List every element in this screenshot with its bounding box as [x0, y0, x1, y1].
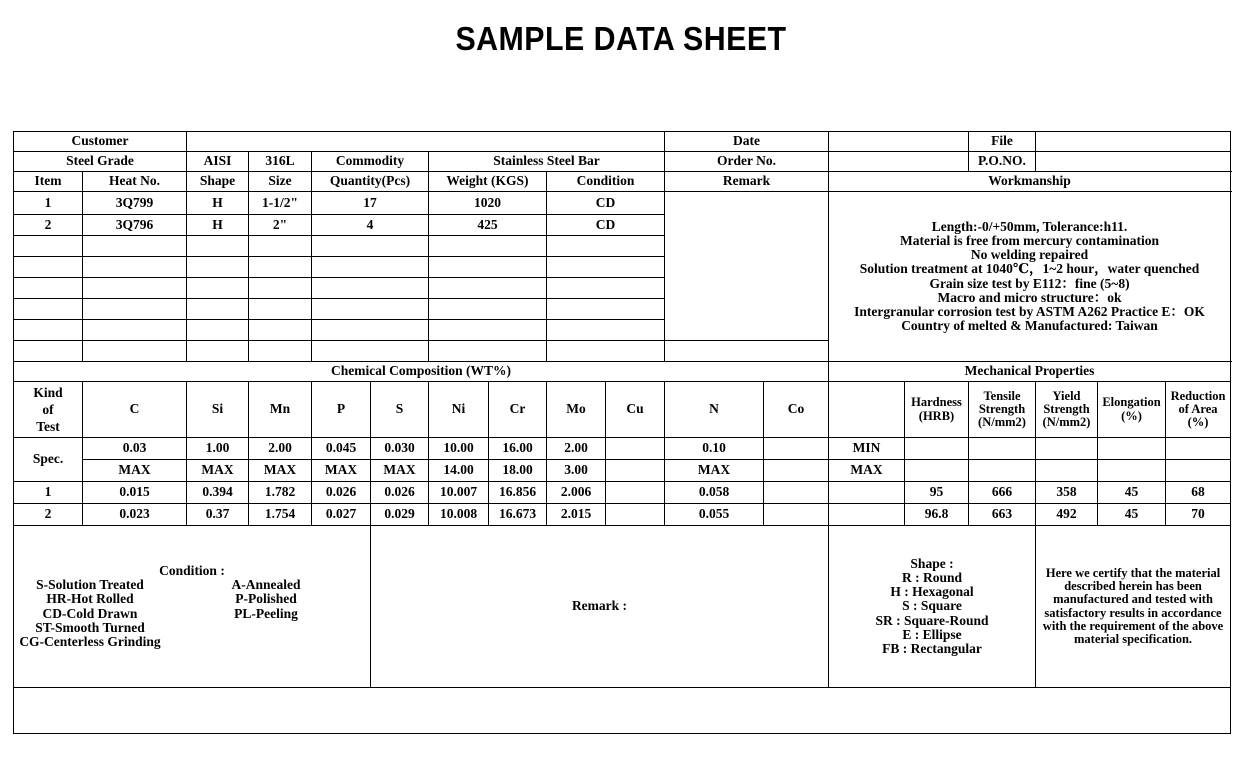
mech-max-label: MAX	[829, 460, 905, 482]
condition-legend-right	[164, 635, 368, 649]
spec-min-C: 0.03	[83, 438, 187, 460]
legend-band-row	[14, 526, 1231, 688]
result-row-1	[14, 482, 1231, 504]
condition-legend-entry	[16, 621, 368, 635]
mech-header-yield-line-1: Yield	[1052, 388, 1081, 403]
mech-header-tensile-line-1: Tensile	[983, 388, 1021, 403]
spec-max-Si: MAX	[187, 460, 249, 482]
shape-legend-entry-h: H : Hexagonal	[890, 584, 974, 600]
result-2-yield: 492	[1036, 504, 1098, 526]
workmanship-text	[829, 192, 1231, 362]
kind-of-test-line-2: of	[42, 402, 54, 417]
workmanship-line-1: Length:-0/+50mm, Tolerance:h11.	[931, 218, 1128, 234]
mech-max-hardness	[905, 460, 969, 482]
item-1-quantity: 17	[312, 192, 429, 215]
certification-line-3: manufactured and tested with	[1053, 592, 1213, 607]
result-1-P: 0.026	[312, 482, 371, 504]
spec-max-Mo: 3.00	[547, 460, 606, 482]
mech-header-reduction-line-2: of Area	[1178, 401, 1218, 416]
filler-cell	[312, 257, 429, 278]
result-1-reduction: 68	[1166, 482, 1231, 504]
shape-legend-entry-s: S : Square	[902, 598, 962, 614]
mech-header-reduction	[1166, 382, 1231, 438]
item-2-shape: H	[187, 215, 249, 236]
filler-cell	[14, 299, 83, 320]
col-header-shape: Shape	[187, 172, 249, 192]
result-1-mech-label	[829, 482, 905, 504]
shape-legend-title: Shape :	[910, 555, 954, 571]
result-2-hardness: 96.8	[905, 504, 969, 526]
element-header-Cu: Cu	[606, 382, 665, 438]
col-header-heat-no: Heat No.	[83, 172, 187, 192]
filler-cell	[312, 341, 429, 362]
element-header-Mo: Mo	[547, 382, 606, 438]
spec-max-S: MAX	[371, 460, 429, 482]
col-header-size: Size	[249, 172, 312, 192]
certification-line-4: satisfactory results in accordance	[1044, 605, 1222, 620]
filler-cell	[187, 341, 249, 362]
result-2-Ni: 10.008	[429, 504, 489, 526]
mech-min-reduction	[1166, 438, 1231, 460]
col-header-remark: Remark	[665, 172, 829, 192]
condition-legend-entry	[16, 635, 368, 649]
element-header-P: P	[312, 382, 371, 438]
workmanship-line-7: Intergranular corrosion test by ASTM A262 Practice E：OK	[854, 303, 1205, 319]
result-2-Cu	[606, 504, 665, 526]
workmanship-line-5: Grain size test by E112：fine (5~8)	[929, 275, 1130, 291]
certification-statement	[1036, 526, 1231, 688]
filler-cell	[429, 236, 547, 257]
certification-line-1: Here we certify that the material	[1045, 566, 1221, 581]
footer-band[interactable]	[14, 688, 1231, 734]
spec-max-C: MAX	[83, 460, 187, 482]
data-sheet-table	[13, 131, 1231, 734]
steel-grade-label: Steel Grade	[14, 152, 187, 172]
filler-cell	[312, 236, 429, 257]
result-2-Mn: 1.754	[249, 504, 312, 526]
result-1-Cr: 16.856	[489, 482, 547, 504]
result-1-hardness: 95	[905, 482, 969, 504]
certification-line-2: described herein has been	[1064, 579, 1202, 594]
item-1-weight: 1020	[429, 192, 547, 215]
commodity-label: Commodity	[312, 152, 429, 172]
filler-cell	[547, 341, 665, 362]
item-2-quantity: 4	[312, 215, 429, 236]
filler-cell	[83, 236, 187, 257]
element-header-Co: Co	[764, 382, 829, 438]
po-no-value[interactable]	[1036, 152, 1231, 172]
spec-min-Cu	[606, 438, 665, 460]
result-2-Co	[764, 504, 829, 526]
condition-legend-right: PL-Peeling	[234, 605, 298, 621]
remark-box[interactable]	[371, 526, 829, 688]
item-1-condition: CD	[547, 192, 665, 215]
customer-label: Customer	[14, 132, 187, 152]
filler-cell	[429, 278, 547, 299]
filler-cell	[14, 236, 83, 257]
mech-header-hardness	[905, 382, 969, 438]
result-2-Mo: 2.015	[547, 504, 606, 526]
col-header-condition: Condition	[547, 172, 665, 192]
condition-legend-right	[164, 621, 368, 635]
result-1-Mo: 2.006	[547, 482, 606, 504]
filler-cell	[14, 320, 83, 341]
element-header-Mn: Mn	[249, 382, 312, 438]
filler-cell	[312, 278, 429, 299]
workmanship-line-4: Solution treatment at 1040℃，1~2 hour，water quenched	[859, 261, 1200, 277]
aisi-value[interactable]: 316L	[249, 152, 312, 172]
result-2-C: 0.023	[83, 504, 187, 526]
item-2-condition: CD	[547, 215, 665, 236]
result-1-N: 0.058	[665, 482, 764, 504]
header-row-customer	[14, 132, 1231, 152]
result-2-P: 0.027	[312, 504, 371, 526]
section-title-row	[14, 362, 1231, 382]
filler-cell	[547, 299, 665, 320]
mech-header-hardness-line-2: (HRB)	[918, 408, 955, 423]
mech-max-tensile	[969, 460, 1036, 482]
spec-label: Spec.	[14, 438, 83, 482]
aisi-label: AISI	[187, 152, 249, 172]
condition-legend-left: HR-Hot Rolled	[46, 591, 134, 607]
shape-legend-entry-sr: SR : Square-Round	[875, 612, 989, 628]
date-value[interactable]	[829, 132, 969, 152]
condition-legend	[14, 526, 371, 688]
filler-cell	[187, 320, 249, 341]
condition-legend-right: P-Polished	[235, 591, 297, 607]
result-2-N: 0.055	[665, 504, 764, 526]
mech-header-yield-line-2: Strength	[1043, 401, 1090, 416]
shape-legend	[829, 526, 1036, 688]
result-1-Si: 0.394	[187, 482, 249, 504]
result-1-C: 0.015	[83, 482, 187, 504]
mech-header-yield	[1036, 382, 1098, 438]
shape-legend-entry-e: E : Ellipse	[902, 626, 962, 642]
spec-max-P: MAX	[312, 460, 371, 482]
spec-min-S: 0.030	[371, 438, 429, 460]
result-2-label: 2	[14, 504, 83, 526]
items-header-row	[14, 172, 1231, 192]
footer-band-row	[14, 688, 1231, 734]
element-header-C: C	[83, 382, 187, 438]
condition-legend-left: S-Solution Treated	[36, 577, 144, 593]
order-no-value[interactable]	[829, 152, 969, 172]
mech-header-elongation	[1098, 382, 1166, 438]
mech-min-yield	[1036, 438, 1098, 460]
condition-legend-right: A-Annealed	[231, 577, 301, 593]
col-header-quantity: Quantity(Pcs)	[312, 172, 429, 192]
date-label: Date	[665, 132, 829, 152]
filler-cell	[83, 341, 187, 362]
result-row-2	[14, 504, 1231, 526]
filler-cell	[249, 320, 312, 341]
filler-cell	[665, 341, 829, 362]
spec-max-N: MAX	[665, 460, 764, 482]
condition-legend-entry	[16, 592, 368, 606]
mech-min-hardness	[905, 438, 969, 460]
result-2-Si: 0.37	[187, 504, 249, 526]
condition-legend-left: ST-Smooth Turned	[35, 619, 145, 635]
filler-cell	[429, 341, 547, 362]
spec-min-Ni: 10.00	[429, 438, 489, 460]
spec-max-Ni: 14.00	[429, 460, 489, 482]
element-header-Ni: Ni	[429, 382, 489, 438]
header-row-steel-grade	[14, 152, 1231, 172]
mech-header-hardness-line-1: Hardness	[911, 395, 962, 410]
filler-cell	[249, 236, 312, 257]
filler-cell	[429, 320, 547, 341]
result-1-Mn: 1.782	[249, 482, 312, 504]
filler-cell	[547, 257, 665, 278]
commodity-value[interactable]: Stainless Steel Bar	[429, 152, 665, 172]
result-1-yield: 358	[1036, 482, 1098, 504]
item-2-weight: 425	[429, 215, 547, 236]
mech-min-tensile	[969, 438, 1036, 460]
file-label: File	[969, 132, 1036, 152]
spec-min-Si: 1.00	[187, 438, 249, 460]
col-header-weight: Weight (KGS)	[429, 172, 547, 192]
customer-value[interactable]	[187, 132, 665, 152]
filler-cell	[429, 257, 547, 278]
filler-cell	[312, 320, 429, 341]
filler-cell	[249, 257, 312, 278]
chemical-section-title: Chemical Composition (WT%)	[14, 362, 829, 382]
result-2-S: 0.029	[371, 504, 429, 526]
order-no-label: Order No.	[665, 152, 829, 172]
mech-header-reduction-line-3: (%)	[1187, 415, 1209, 430]
spec-max-Cr: 18.00	[489, 460, 547, 482]
kind-of-test-label	[14, 382, 83, 438]
result-1-label: 1	[14, 482, 83, 504]
element-header-S: S	[371, 382, 429, 438]
file-value[interactable]	[1036, 132, 1231, 152]
shape-legend-entry-fb: FB : Rectangular	[882, 640, 982, 656]
condition-legend-entry	[16, 578, 368, 592]
filler-cell	[187, 278, 249, 299]
chemical-header-row	[14, 382, 1231, 438]
mechanical-section-title: Mechanical Properties	[829, 362, 1231, 382]
filler-cell	[14, 278, 83, 299]
filler-cell	[249, 299, 312, 320]
filler-cell	[249, 278, 312, 299]
spec-max-Cu	[606, 460, 665, 482]
filler-cell	[14, 257, 83, 278]
mech-header-tensile-line-2: Strength	[978, 401, 1026, 416]
item-2-heat-no: 3Q796	[83, 215, 187, 236]
condition-legend-left: CD-Cold Drawn	[42, 605, 138, 621]
result-1-elongation: 45	[1098, 482, 1166, 504]
workmanship-line-2: Material is free from mercury contamination	[899, 232, 1160, 248]
item-1-size: 1-1/2"	[249, 192, 312, 215]
result-2-mech-label	[829, 504, 905, 526]
spec-min-Mo: 2.00	[547, 438, 606, 460]
spec-max-Mn: MAX	[249, 460, 312, 482]
workmanship-line-3: No welding repaired	[970, 247, 1089, 263]
result-2-tensile: 663	[969, 504, 1036, 526]
workmanship-line-8: Country of melted & Manufactured: Taiwan	[901, 318, 1158, 334]
spec-min-Cr: 16.00	[489, 438, 547, 460]
filler-cell	[83, 299, 187, 320]
mech-max-yield	[1036, 460, 1098, 482]
result-2-Cr: 16.673	[489, 504, 547, 526]
col-header-item: Item	[14, 172, 83, 192]
result-1-tensile: 666	[969, 482, 1036, 504]
element-header-Cr: Cr	[489, 382, 547, 438]
spec-min-Mn: 2.00	[249, 438, 312, 460]
filler-cell	[312, 299, 429, 320]
item-2-size: 2"	[249, 215, 312, 236]
spec-min-Co	[764, 438, 829, 460]
filler-cell	[14, 341, 83, 362]
condition-legend-title: Condition :	[159, 562, 225, 578]
item-1-shape: H	[187, 192, 249, 215]
mech-header-elongation-line-2: (%)	[1121, 408, 1142, 423]
kind-of-test-line-3: Test	[36, 419, 60, 434]
filler-cell	[429, 299, 547, 320]
element-header-Si: Si	[187, 382, 249, 438]
shape-legend-entry-r: R : Round	[901, 570, 963, 586]
mech-header-yield-line-3: (N/mm2)	[1042, 415, 1091, 430]
result-2-elongation: 45	[1098, 504, 1166, 526]
spec-min-row	[14, 438, 1231, 460]
filler-cell	[83, 278, 187, 299]
filler-cell	[249, 341, 312, 362]
condition-legend-left: CG-Centerless Grinding	[19, 633, 161, 649]
item-1-item: 1	[14, 192, 83, 215]
filler-cell	[547, 278, 665, 299]
filler-cell	[547, 236, 665, 257]
item-2-item: 2	[14, 215, 83, 236]
mech-min-elongation	[1098, 438, 1166, 460]
filler-cell	[187, 299, 249, 320]
result-1-Ni: 10.007	[429, 482, 489, 504]
mech-min-label: MIN	[829, 438, 905, 460]
filler-cell	[83, 257, 187, 278]
mech-header-tensile-line-3: (N/mm2)	[978, 415, 1026, 430]
result-1-S: 0.026	[371, 482, 429, 504]
spec-max-row	[14, 460, 1231, 482]
po-no-label: P.O.NO.	[969, 152, 1036, 172]
certification-line-6: material specification.	[1074, 631, 1193, 646]
item-1-heat-no: 3Q799	[83, 192, 187, 215]
spec-min-P: 0.045	[312, 438, 371, 460]
filler-cell	[187, 257, 249, 278]
filler-cell	[187, 236, 249, 257]
mech-header-reduction-line-1: Reduction	[1170, 388, 1226, 403]
filler-cell	[83, 320, 187, 341]
spec-min-N: 0.10	[665, 438, 764, 460]
mech-max-elongation	[1098, 460, 1166, 482]
remark-box-title: Remark :	[571, 598, 628, 614]
spec-max-Co	[764, 460, 829, 482]
result-1-Co	[764, 482, 829, 504]
filler-cell	[547, 320, 665, 341]
page-title: SAMPLE DATA SHEET	[455, 20, 787, 57]
mech-header-tensile	[969, 382, 1036, 438]
workmanship-title: Workmanship	[829, 172, 1231, 192]
result-2-reduction: 70	[1166, 504, 1231, 526]
mech-max-reduction	[1166, 460, 1231, 482]
element-header-N: N	[665, 382, 764, 438]
result-1-Cu	[606, 482, 665, 504]
condition-legend-entry	[16, 607, 368, 621]
workmanship-line-6: Macro and micro structure：ok	[937, 289, 1122, 305]
item-remark-cell[interactable]	[665, 192, 829, 341]
mechanical-spec-label-header	[829, 382, 905, 438]
certification-line-5: with the requirement of the above	[1042, 618, 1224, 633]
item-row-1	[14, 192, 1231, 215]
mech-header-elongation-line-1: Elongation	[1102, 395, 1161, 410]
kind-of-test-line-1: Kind	[33, 385, 63, 400]
